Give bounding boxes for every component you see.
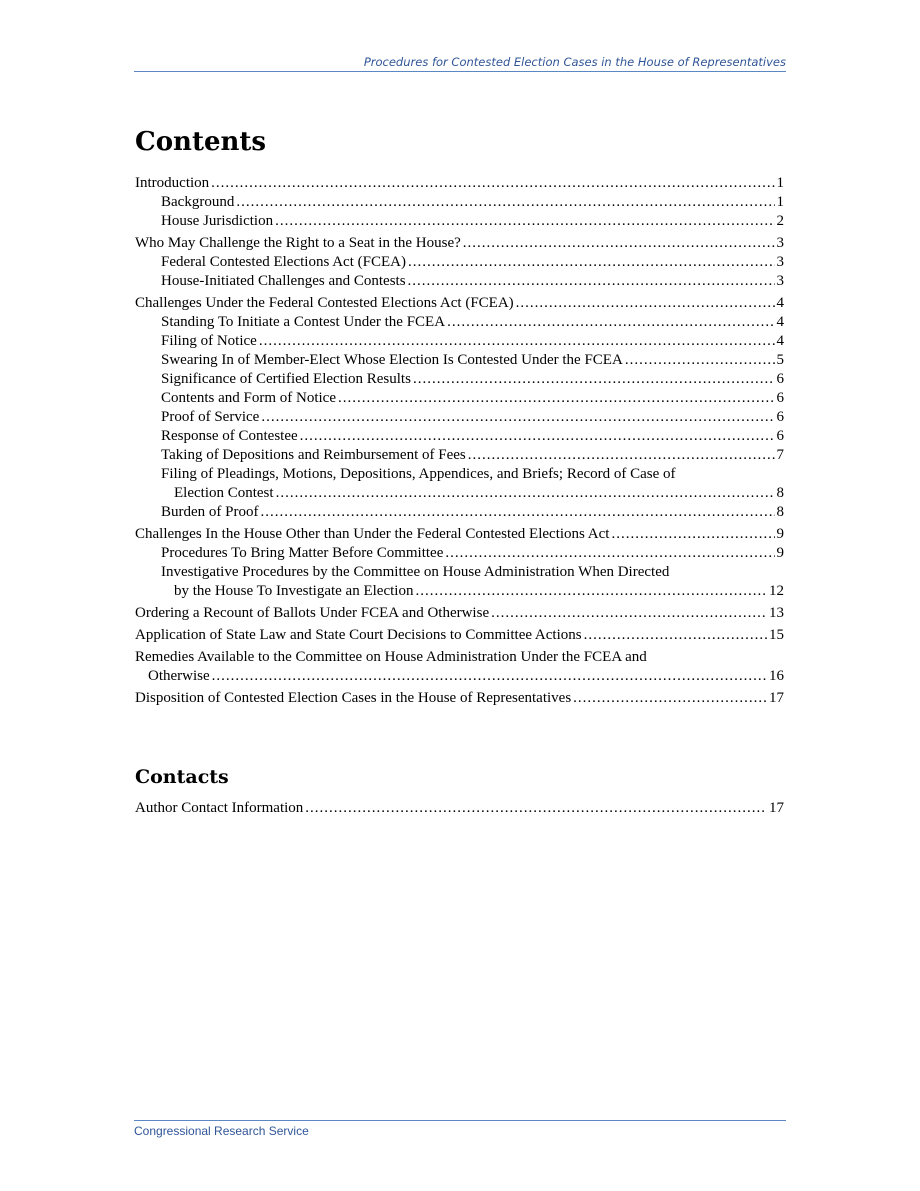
toc-entry[interactable] xyxy=(135,272,784,291)
toc-entry-title-continued: by the House To Investigate an Election xyxy=(174,583,414,599)
toc-entry[interactable] xyxy=(135,294,784,313)
contacts-list xyxy=(135,799,784,818)
contacts-heading: Contacts xyxy=(135,766,229,788)
toc-page-number: 2 xyxy=(776,213,784,229)
toc-entry[interactable] xyxy=(135,604,784,623)
toc-entry[interactable] xyxy=(135,408,784,427)
dot-leader xyxy=(338,389,775,408)
dot-leader xyxy=(584,626,767,645)
toc-page-number: 1 xyxy=(776,194,784,210)
toc-entry[interactable] xyxy=(135,689,784,708)
toc-entry-title: Response of Contestee xyxy=(161,428,298,444)
toc-entry-title: Swearing In of Member-Elect Whose Election Is Contested Under the FCEA xyxy=(161,352,623,368)
toc-page-number: 3 xyxy=(776,254,784,270)
dot-leader xyxy=(261,503,775,522)
toc-entry-title: Filing of Notice xyxy=(161,333,257,349)
toc-page-number: 17 xyxy=(769,800,784,816)
dot-leader xyxy=(516,294,775,313)
toc-page-number: 6 xyxy=(776,428,784,444)
dot-leader xyxy=(211,174,774,193)
toc-entry-title: Author Contact Information xyxy=(135,800,304,816)
toc-page-number: 13 xyxy=(769,605,784,621)
toc-entry[interactable] xyxy=(135,234,784,253)
toc-entry-title: Taking of Depositions and Reimbursement of Fees xyxy=(161,447,466,463)
toc-entry-title: Federal Contested Elections Act (FCEA) xyxy=(161,254,406,270)
toc-entry-title: Disposition of Contested Election Cases in the House of Representatives xyxy=(135,690,572,706)
toc-entry-title: Introduction xyxy=(135,175,210,191)
toc-entry-title-continued: Otherwise xyxy=(148,668,210,684)
toc-entry-title: Contents and Form of Notice xyxy=(161,390,336,406)
toc-page-number: 6 xyxy=(776,371,784,387)
toc-entry-title: Filing of Pleadings, Motions, Depositions, Appendices, and Briefs; Record of Case of xyxy=(161,466,676,482)
toc-page-number: 6 xyxy=(776,390,784,406)
toc-page-number: 9 xyxy=(776,545,784,561)
toc-entry-title: Background xyxy=(161,194,235,210)
toc-entry-title: Who May Challenge the Right to a Seat in the House? xyxy=(135,235,461,251)
dot-leader xyxy=(408,253,775,272)
dot-leader xyxy=(468,446,775,465)
toc-entry[interactable] xyxy=(135,253,784,272)
toc-entry-title: Challenges In the House Other than Under the Federal Contested Elections Act xyxy=(135,526,610,542)
toc-entry-title: Remedies Available to the Committee on House Administration Under the FCEA and xyxy=(135,649,647,665)
toc-page-number: 8 xyxy=(776,504,784,520)
dot-leader xyxy=(573,689,767,708)
table-of-contents xyxy=(135,174,784,708)
toc-entry-title: Significance of Certified Election Results xyxy=(161,371,411,387)
toc-page-number: 17 xyxy=(769,690,784,706)
toc-page-number: 7 xyxy=(776,447,784,463)
toc-page-number: 16 xyxy=(769,668,784,684)
toc-page-number: 12 xyxy=(769,583,784,599)
toc-page-number: 4 xyxy=(776,314,784,330)
dot-leader xyxy=(447,313,774,332)
running-footer: Congressional Research Service xyxy=(134,1120,786,1139)
toc-entry-title: House Jurisdiction xyxy=(161,213,274,229)
toc-entry-title: Proof of Service xyxy=(161,409,260,425)
dot-leader xyxy=(236,193,774,212)
toc-entry[interactable] xyxy=(135,351,784,370)
toc-entry[interactable] xyxy=(135,503,784,522)
toc-entry[interactable] xyxy=(135,544,784,563)
toc-entry-title: House-Initiated Challenges and Contests xyxy=(161,273,406,289)
dot-leader xyxy=(275,212,774,231)
toc-page-number: 4 xyxy=(776,295,784,311)
toc-entry[interactable] xyxy=(135,174,784,193)
dot-leader xyxy=(491,604,767,623)
toc-page-number: 4 xyxy=(776,333,784,349)
toc-entry-title: Application of State Law and State Court Decisions to Committee Actions xyxy=(135,627,582,643)
toc-entry-title: Burden of Proof xyxy=(161,504,259,520)
dot-leader xyxy=(276,484,775,503)
toc-entry[interactable] xyxy=(135,427,784,446)
toc-entry[interactable] xyxy=(135,313,784,332)
toc-page-number: 9 xyxy=(776,526,784,542)
dot-leader xyxy=(413,370,775,389)
toc-entry[interactable] xyxy=(135,563,784,601)
toc-page-number: 3 xyxy=(776,235,784,251)
toc-page-number: 15 xyxy=(769,627,784,643)
dot-leader xyxy=(259,332,775,351)
toc-entry[interactable] xyxy=(135,332,784,351)
dot-leader xyxy=(415,582,767,601)
dot-leader xyxy=(300,427,775,446)
toc-entry[interactable] xyxy=(135,193,784,212)
toc-entry[interactable] xyxy=(135,626,784,645)
toc-page-number: 3 xyxy=(776,273,784,289)
running-header: Procedures for Contested Election Cases in the House of Representatives xyxy=(134,54,786,72)
toc-entry[interactable] xyxy=(135,389,784,408)
dot-leader xyxy=(625,351,775,370)
toc-entry-title: Standing To Initiate a Contest Under the FCEA xyxy=(161,314,446,330)
toc-entry[interactable] xyxy=(135,212,784,231)
toc-entry-title: Ordering a Recount of Ballots Under FCEA and Otherwise xyxy=(135,605,490,621)
toc-entry[interactable] xyxy=(135,465,784,503)
toc-entry-title: Challenges Under the Federal Contested Elections Act (FCEA) xyxy=(135,295,514,311)
toc-entry[interactable] xyxy=(135,446,784,465)
toc-entry-title-continued: Election Contest xyxy=(174,485,274,501)
toc-page-number: 8 xyxy=(776,485,784,501)
toc-page-number: 6 xyxy=(776,409,784,425)
dot-leader xyxy=(212,667,767,686)
toc-entry[interactable] xyxy=(135,648,784,686)
dot-leader xyxy=(261,408,774,427)
dot-leader xyxy=(408,272,775,291)
dot-leader xyxy=(463,234,775,253)
contents-heading: Contents xyxy=(135,127,267,157)
toc-page-number: 1 xyxy=(776,175,784,191)
toc-entry[interactable] xyxy=(135,799,784,818)
dot-leader xyxy=(611,525,774,544)
dot-leader xyxy=(445,544,774,563)
toc-entry[interactable] xyxy=(135,370,784,389)
dot-leader xyxy=(305,799,767,818)
toc-entry[interactable] xyxy=(135,525,784,544)
toc-page-number: 5 xyxy=(776,352,784,368)
toc-entry-title: Procedures To Bring Matter Before Committee xyxy=(161,545,444,561)
toc-entry-title: Investigative Procedures by the Committee on House Administration When Directed xyxy=(161,564,670,580)
